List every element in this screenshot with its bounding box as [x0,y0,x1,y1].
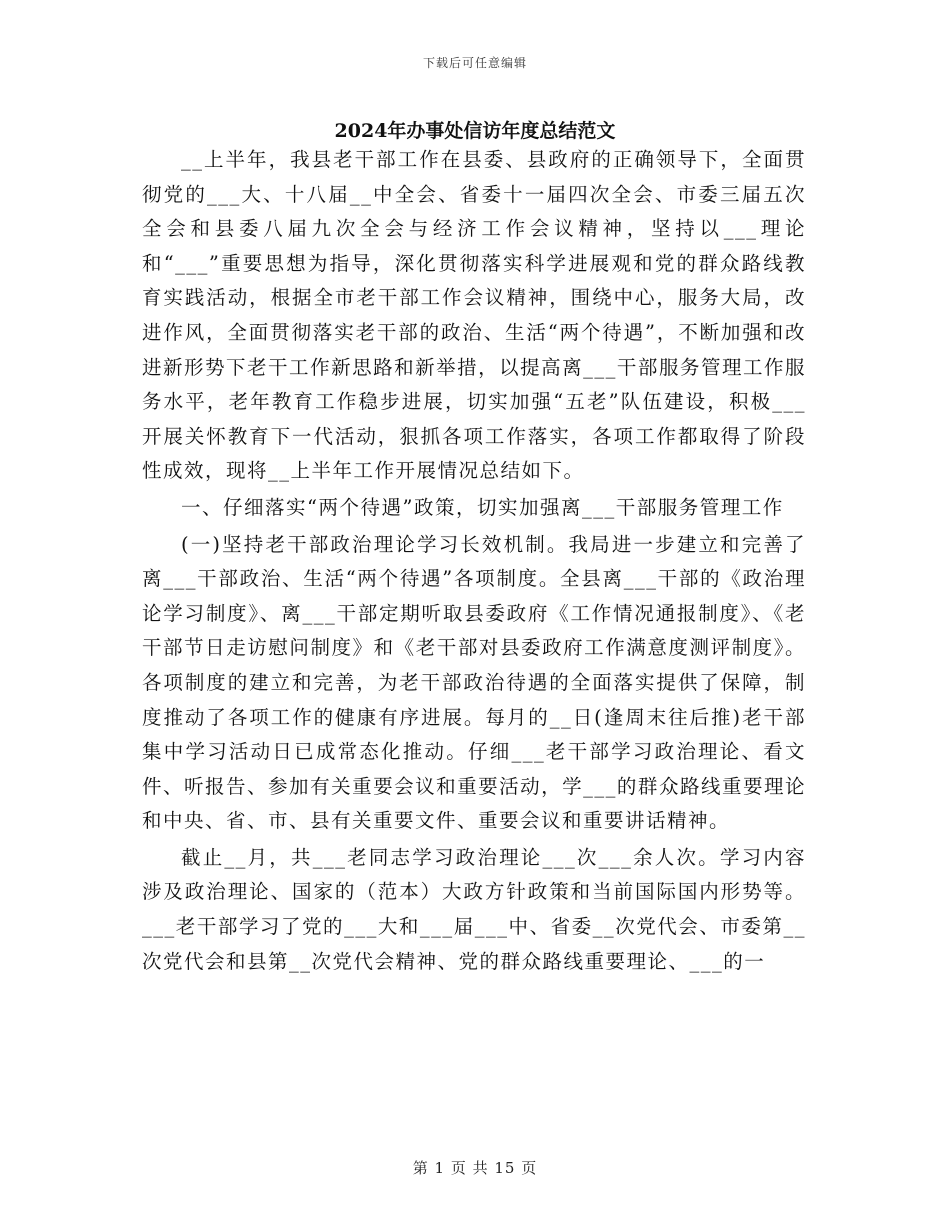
header-note: 下载后可任意编辑 [422,56,527,70]
document-body [142,143,806,979]
paragraph-intro: __上半年，我县老干部工作在县委、县政府的正确领导下，全面贯彻党的___大、十八届__中全会、省委十一届四次全会、市委三届五次全会和县委八届九次全会与经济工作会议精神，坚持以___理论和“___”重要思想为指导，深化贯彻落实科学进展观和党的群众路线教育实践活动，根据全市老干部工作会议精神，围绕中心，服务大局，改进作风，全面贯彻落实老干部的政治、生活“两个待遇”，不断加强和改进新形势下老干工作新思路和新举措，以提高离___干部服务管理工作服务水平，老年教育工作稳步进展，切实加强“五老”队伍建设，积极___开展关怀教育下一代活动，狠抓各项工作落实，各项工作都取得了阶段性成效，现将__上半年工作开展情况总结如下。 [142,148,806,483]
paragraph-study-stats: 截止__月，共___老同志学习政治理论___次___余人次。学习内容涉及政治理论、国家的（范本）大政方针政策和当前国际国内形势等。___老干部学习了党的___大和___届___中、省委__次党代会、市委第__次党代会和县第__次党代会精神、党的群众路线重要理论、___的一 [142,845,806,973]
page-number: 第 1 页 共 15 页 [412,1159,538,1177]
document-title: 2024年办事处信访年度总结范文 [334,120,616,142]
paragraph-subsection-1: (一)坚持老干部政治理论学习长效机制。我局进一步建立和完善了离___干部政治、生活“两个待遇”各项制度。全县离___干部的《政治理论学习制度》、离___干部定期听取县委政府《工作情况通报制度》、《老干部节日走访慰问制度》和《老干部对县委政府工作满意度测评制度》。各项制度的建立和完善，为老干部政治待遇的全面落实提供了保障，制度推动了各项工作的健康有序进展。每月的__日(逢周末往后推)老干部集中学习活动日已成常态化推动。仔细___老干部学习政治理论、看文件、听报告、参加有关重要会议和重要活动，学___的群众路线重要理论和中央、省、市、县有关重要文件、重要会议和重要讲话精神。 [142,532,806,833]
section-heading-1: 一、仔细落实“两个待遇”政策，切实加强离___干部服务管理工作 [181,495,784,519]
